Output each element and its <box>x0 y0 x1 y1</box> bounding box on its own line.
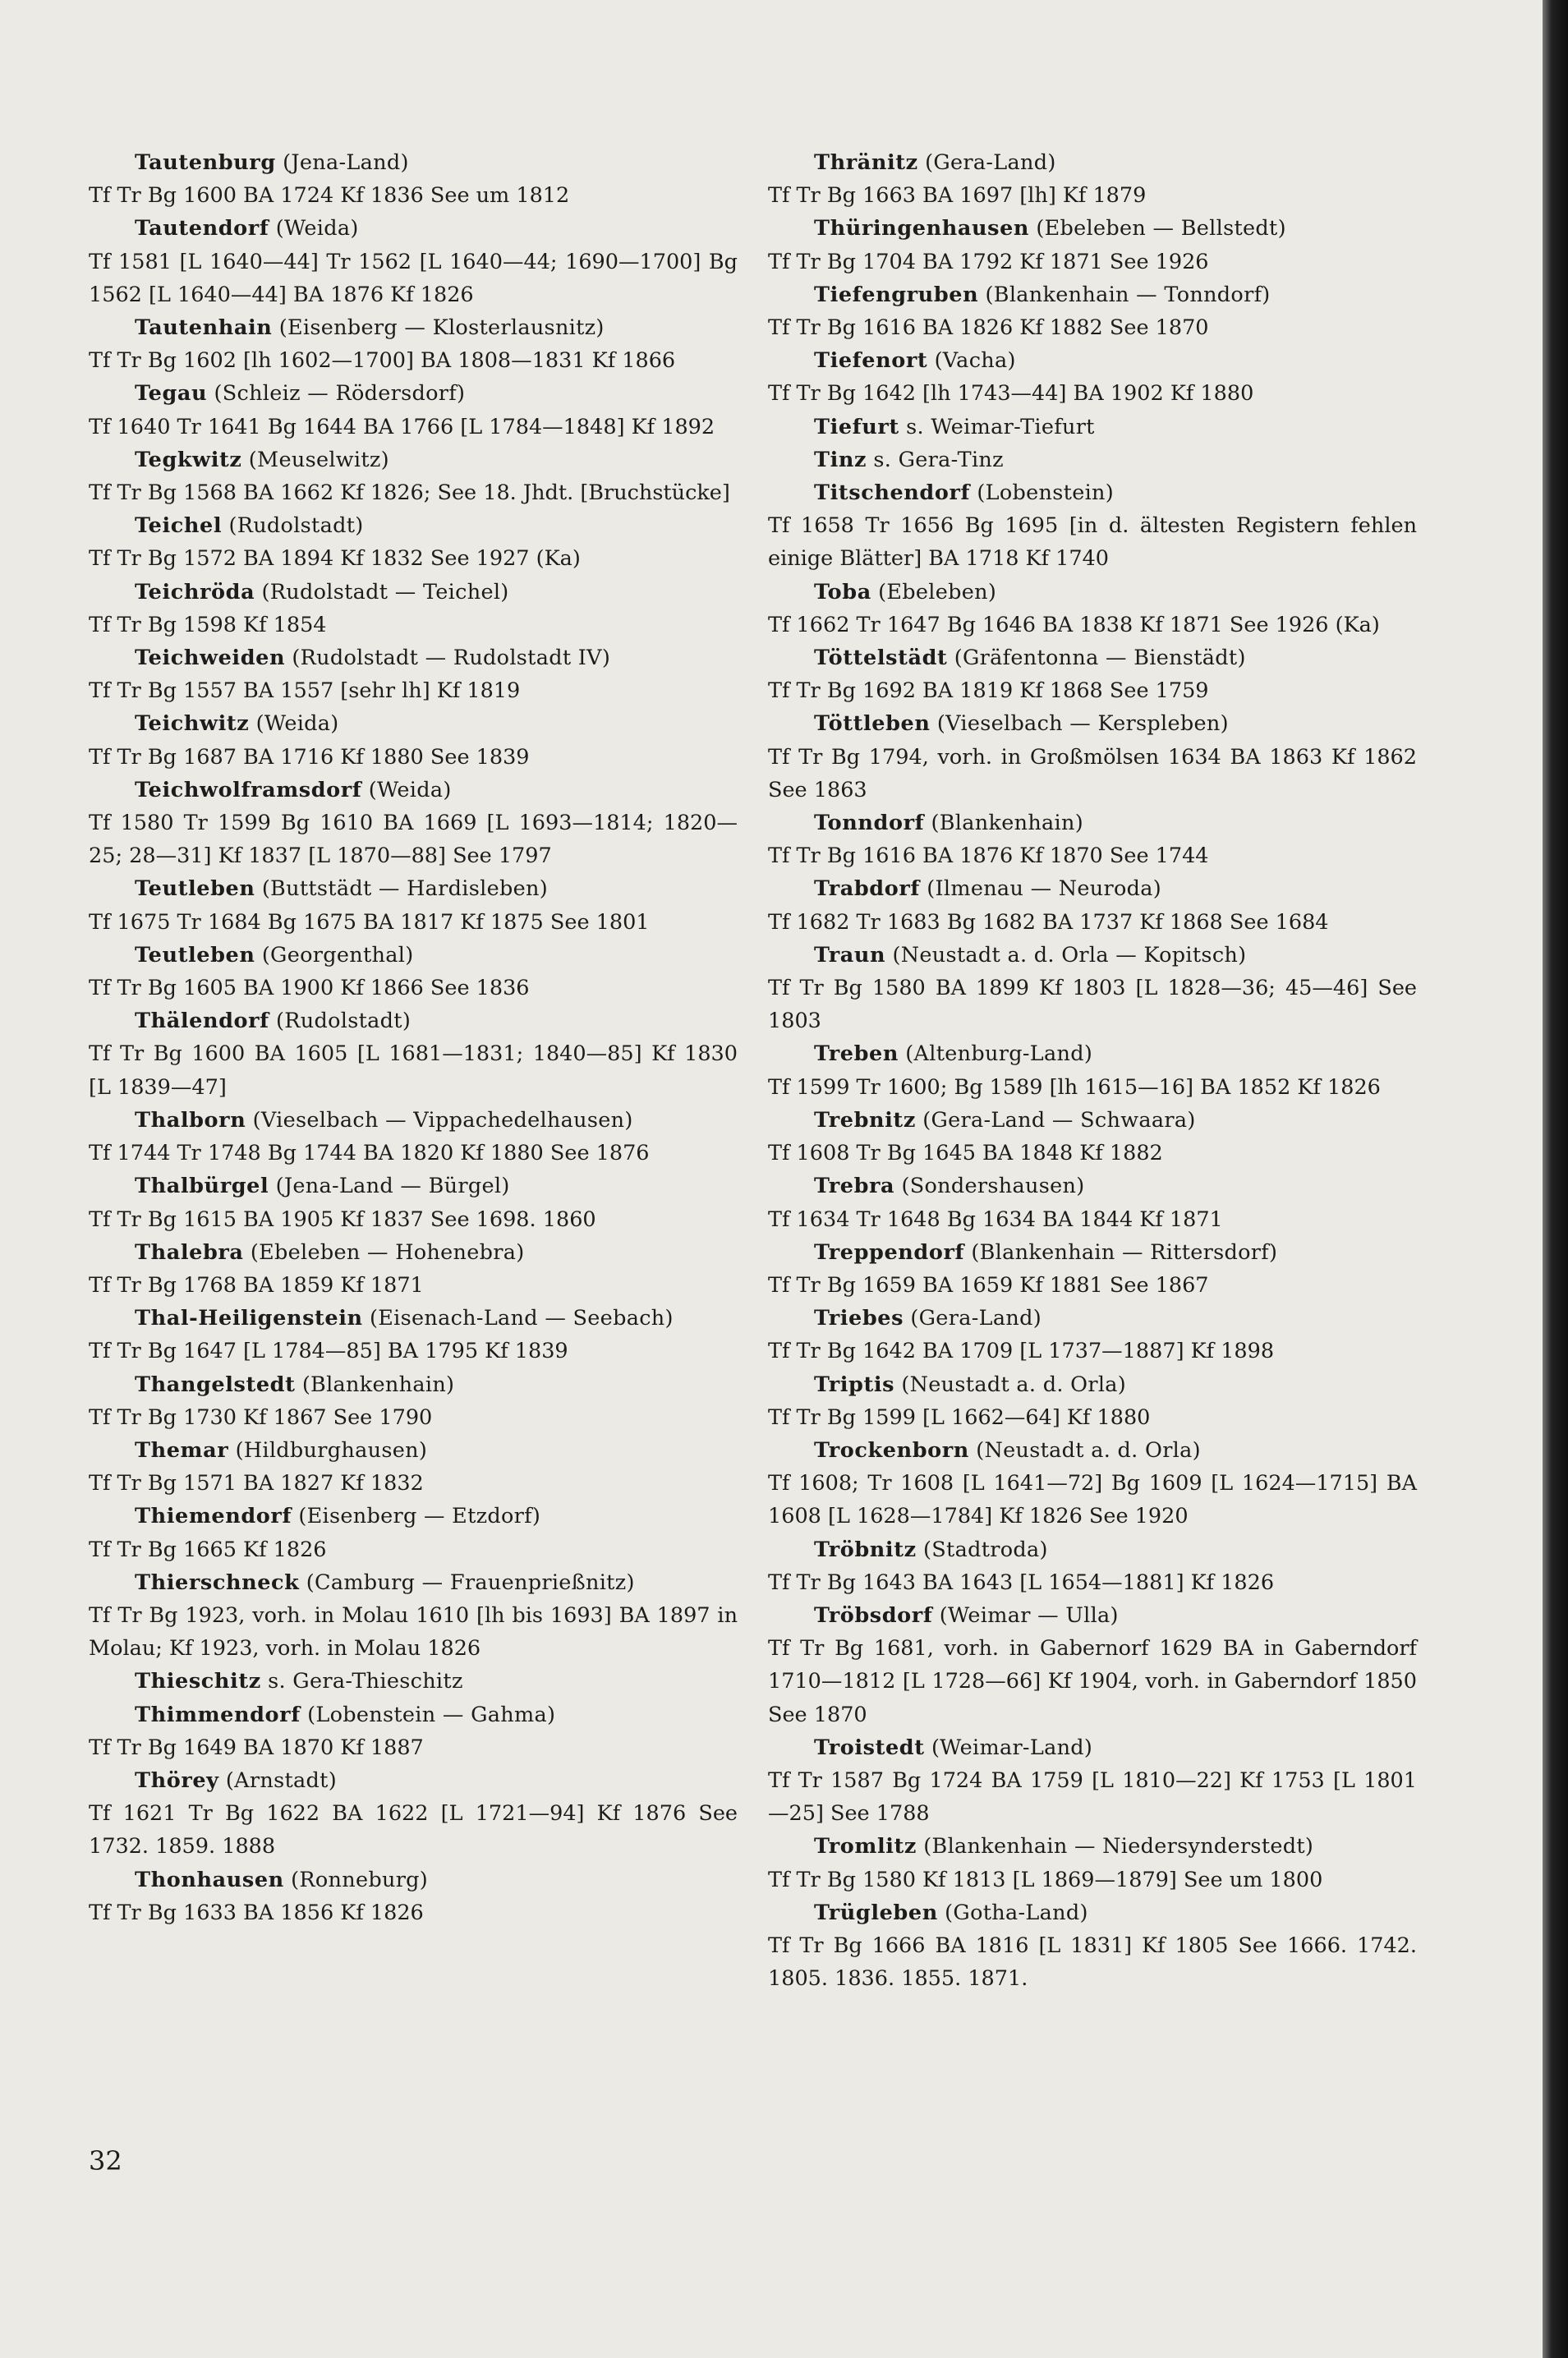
gazetteer-entry <box>89 1104 738 1170</box>
entry-heading <box>89 1368 738 1401</box>
page-number: 32 <box>89 2145 122 2176</box>
place-name: Thörey <box>135 1767 219 1793</box>
place-name: Teichwolframsdorf <box>135 777 362 802</box>
register-holdings: Tf Tr Bg 1616 BA 1876 Kf 1870 See 1744 <box>768 843 1209 869</box>
register-holdings: Tf Tr Bg 1643 BA 1643 [L 1654—1881] Kf 1826 <box>768 1570 1275 1595</box>
place-district: (Blankenhain — Rittersdorf) <box>971 1239 1278 1265</box>
gazetteer-entry <box>768 576 1417 641</box>
place-name: Tromlitz <box>814 1834 917 1859</box>
place-district: (Ilmenau — Neuroda) <box>927 876 1162 902</box>
place-name: Themar <box>135 1437 229 1463</box>
register-holdings: Tf Tr Bg 1665 Kf 1826 <box>89 1537 327 1562</box>
gazetteer-entry <box>768 1302 1417 1367</box>
place-district: (Blankenhain) <box>301 1372 455 1397</box>
place-district: (Vacha) <box>934 348 1016 374</box>
place-name: Tröbsdorf <box>814 1602 933 1628</box>
place-district: (Meuselwitz) <box>248 447 389 472</box>
place-name: Treben <box>814 1041 899 1067</box>
gazetteer-entry <box>89 1004 738 1104</box>
place-name: Triptis <box>814 1372 895 1397</box>
entry-heading <box>89 707 738 740</box>
place-district: (Neustadt a. d. Orla) <box>901 1372 1127 1397</box>
gazetteer-entry <box>89 509 738 575</box>
gazetteer-entry <box>768 939 1417 1038</box>
gazetteer-entry <box>768 641 1417 707</box>
place-name: Tautenhain <box>135 315 273 341</box>
register-holdings: Tf 1658 Tr 1656 Bg 1695 [in d. ältesten Registern fehlen einige Blätter] BA 1718 Kf 1740 <box>768 513 1417 572</box>
place-name: Tinz <box>814 447 867 472</box>
register-holdings: Tf Tr Bg 1571 BA 1827 Kf 1832 <box>89 1471 424 1496</box>
register-holdings: Tf Tr Bg 1768 BA 1859 Kf 1871 <box>89 1272 424 1298</box>
place-name: Thal-Heiligenstein <box>135 1306 363 1331</box>
register-holdings: Tf Tr Bg 1580 BA 1899 Kf 1803 [L 1828—36; 45—46] See 1803 <box>768 976 1417 1034</box>
left-column <box>89 146 738 1929</box>
entry-heading <box>89 1500 738 1533</box>
place-district: (Blankenhain — Niedersynderstedt) <box>923 1834 1314 1859</box>
gazetteer-entry <box>89 1665 738 1698</box>
place-name: Trebra <box>814 1174 895 1199</box>
place-district: (Gera-Land) <box>910 1306 1042 1331</box>
entry-heading <box>89 774 738 807</box>
gazetteer-entry <box>768 1037 1417 1103</box>
place-name: Tiefenort <box>814 348 928 374</box>
gazetteer-entry <box>89 212 738 311</box>
place-district: (Gotha-Land) <box>945 1900 1088 1925</box>
register-holdings: Tf Tr Bg 1663 BA 1697 [lh] Kf 1879 <box>768 183 1147 209</box>
gazetteer-entry <box>89 1170 738 1235</box>
gazetteer-entry <box>89 1302 738 1367</box>
entry-heading <box>768 807 1417 839</box>
place-name: Triebes <box>814 1306 904 1331</box>
entry-heading <box>768 707 1417 740</box>
register-holdings: Tf Tr Bg 1687 BA 1716 Kf 1880 See 1839 <box>89 744 530 770</box>
entry-heading <box>89 1764 738 1797</box>
place-district: (Blankenhain — Tonndorf) <box>985 282 1271 307</box>
register-holdings: Tf 1608; Tr 1608 [L 1641—72] Bg 1609 [L 1624—1715] BA 1608 [L 1628—1784] Kf 1826 See 1920 <box>768 1471 1417 1529</box>
place-name: Teichel <box>135 513 223 539</box>
register-holdings: Tf Tr Bg 1649 BA 1870 Kf 1887 <box>89 1735 424 1760</box>
entry-heading <box>768 1599 1417 1632</box>
entry-heading <box>768 576 1417 609</box>
place-district: (Rudolstadt) <box>276 1009 412 1034</box>
gazetteer-entry <box>89 1864 738 1929</box>
place-name: Tiefurt <box>814 414 899 439</box>
register-holdings: Tf Tr Bg 1647 [L 1784—85] BA 1795 Kf 1839 <box>89 1339 568 1364</box>
place-district: (Ronneburg) <box>291 1867 429 1892</box>
place-name: Tegau <box>135 381 208 407</box>
place-district: (Schleiz — Rödersdorf) <box>214 381 466 407</box>
place-name: Thüringenhausen <box>814 216 1030 241</box>
place-district: (Vieselbach — Vippachedelhausen) <box>252 1107 633 1133</box>
register-holdings: Tf Tr Bg 1692 BA 1819 Kf 1868 See 1759 <box>768 678 1209 704</box>
gazetteer-entry <box>768 146 1417 212</box>
place-district: (Weida) <box>368 777 452 802</box>
register-holdings: Tf Tr Bg 1615 BA 1905 Kf 1837 See 1698. 1860 <box>89 1207 596 1232</box>
gazetteer-entry <box>89 444 738 509</box>
gazetteer-entry <box>768 476 1417 576</box>
register-holdings: Tf Tr Bg 1642 BA 1709 [L 1737—1887] Kf 1898 <box>768 1339 1275 1364</box>
register-holdings: Tf Tr Bg 1599 [L 1662—64] Kf 1880 <box>768 1404 1151 1430</box>
place-district: (Jena-Land) <box>283 150 409 175</box>
place-name: Trügleben <box>814 1900 938 1925</box>
place-name: Tautenburg <box>135 150 276 175</box>
register-holdings: Tf 1662 Tr 1647 Bg 1646 BA 1838 Kf 1871 See 1926 (Ka) <box>768 612 1380 637</box>
entry-heading <box>89 1864 738 1896</box>
register-holdings: Tf 1581 [L 1640—44] Tr 1562 [L 1640—44; 1690—1700] Bg 1562 [L 1640—44] BA 1876 Kf 1826 <box>89 249 738 307</box>
register-holdings: Tf Tr Bg 1794, vorh. in Großmölsen 1634 BA 1863 Kf 1862 See 1863 <box>768 744 1417 802</box>
gazetteer-entry <box>768 1104 1417 1170</box>
gazetteer-entry <box>768 1599 1417 1731</box>
gazetteer-entry <box>89 1368 738 1434</box>
register-holdings: Tf Tr Bg 1557 BA 1557 [sehr lh] Kf 1819 <box>89 678 521 704</box>
register-holdings: Tf Tr Bg 1659 BA 1659 Kf 1881 See 1867 <box>768 1272 1209 1298</box>
register-holdings: Tf Tr Bg 1600 BA 1724 Kf 1836 See um 1812 <box>89 183 570 209</box>
place-name: Tegkwitz <box>135 447 242 472</box>
entry-heading <box>768 278 1417 311</box>
place-name: Teutleben <box>135 942 255 968</box>
gazetteer-entry <box>89 576 738 641</box>
place-name: Troistedt <box>814 1735 925 1760</box>
place-name: Thränitz <box>814 150 918 175</box>
register-holdings: Tf Tr Bg 1605 BA 1900 Kf 1866 See 1836 <box>89 976 530 1001</box>
register-holdings: Tf 1580 Tr 1599 Bg 1610 BA 1669 [L 1693—1814; 1820—25; 28—31] Kf 1837 [L 1870—88] See 1797 <box>89 811 738 869</box>
gazetteer-entry <box>89 1500 738 1565</box>
place-district: (Arnstadt) <box>225 1767 337 1793</box>
gazetteer-entry <box>768 1830 1417 1896</box>
gazetteer-entry <box>768 344 1417 410</box>
place-district: (Rudolstadt — Teichel) <box>261 579 509 604</box>
gazetteer-entry <box>768 1533 1417 1599</box>
place-district: (Vieselbach — Kerspleben) <box>936 711 1229 737</box>
entry-heading <box>768 344 1417 377</box>
place-district: (Buttstädt — Hardisleben) <box>261 876 548 902</box>
entry-heading <box>89 1698 738 1731</box>
entry-heading <box>768 1533 1417 1566</box>
place-district: (Gera-Land — Schwaara) <box>922 1107 1196 1133</box>
place-district: (Ebeleben — Hohenebra) <box>250 1239 525 1265</box>
register-holdings: Tf Tr Bg 1633 BA 1856 Kf 1826 <box>89 1900 424 1925</box>
register-holdings: Tf Tr Bg 1580 Kf 1813 [L 1869—1879] See um 1800 <box>768 1867 1323 1892</box>
place-name: Tiefengruben <box>814 282 979 307</box>
place-name: Tonndorf <box>814 811 925 836</box>
gazetteer-entry <box>89 377 738 443</box>
place-district: (Eisenberg — Klosterlausnitz) <box>278 315 605 341</box>
gazetteer-entry <box>768 1368 1417 1434</box>
place-name: Traun <box>814 942 886 968</box>
entry-heading <box>89 377 738 410</box>
place-district: (Jena-Land — Bürgel) <box>275 1174 510 1199</box>
register-holdings: Tf 1744 Tr 1748 Bg 1744 BA 1820 Kf 1880 See 1876 <box>89 1141 650 1166</box>
register-holdings: Tf Tr Bg 1666 BA 1816 [L 1831] Kf 1805 See 1666. 1742. 1805. 1836. 1855. 1871. <box>768 1933 1417 1992</box>
place-district: (Weida) <box>255 711 339 737</box>
entry-heading <box>768 641 1417 674</box>
entry-heading <box>89 444 738 476</box>
place-district: (Neustadt a. d. Orla) <box>976 1437 1201 1463</box>
register-holdings: Tf 1599 Tr 1600; Bg 1589 [lh 1615—16] BA 1852 Kf 1826 <box>768 1074 1381 1100</box>
gazetteer-entry <box>89 1566 738 1666</box>
entry-heading <box>89 509 738 542</box>
place-name: Teichweiden <box>135 646 286 671</box>
place-district: (Rudolstadt) <box>228 513 364 539</box>
entry-heading <box>89 1665 738 1698</box>
entry-heading <box>768 411 1417 444</box>
place-district: (Eisenach-Land — Seebach) <box>369 1306 674 1331</box>
place-name: Trebnitz <box>814 1107 916 1133</box>
gazetteer-entry <box>768 1434 1417 1533</box>
right-column <box>768 146 1417 1995</box>
register-holdings: Tf 1640 Tr 1641 Bg 1644 BA 1766 [L 1784—1848] Kf 1892 <box>89 414 715 439</box>
entry-heading <box>768 146 1417 179</box>
entry-heading <box>89 1434 738 1467</box>
place-name: Toba <box>814 579 871 604</box>
gazetteer-entry <box>89 939 738 1004</box>
entry-heading <box>768 1368 1417 1401</box>
gazetteer-entry <box>89 1236 738 1302</box>
gazetteer-entry <box>89 1434 738 1500</box>
place-name: Treppendorf <box>814 1239 965 1265</box>
register-holdings: Tf Tr Bg 1568 BA 1662 Kf 1826; See 18. Jhdt. [Bruchstücke] <box>89 480 730 506</box>
register-holdings: Tf Tr Bg 1923, vorh. in Molau 1610 [lh bis 1693] BA 1897 in Molau; Kf 1923, vorh. in Molau 1826 <box>89 1602 738 1662</box>
place-district: (Stadtroda) <box>923 1537 1048 1562</box>
gazetteer-entry <box>768 1896 1417 1996</box>
place-district: s. Gera-Thieschitz <box>268 1669 463 1694</box>
gazetteer-entry <box>768 278 1417 344</box>
entry-heading <box>768 1170 1417 1202</box>
entry-heading <box>768 1830 1417 1863</box>
place-name: Tröbnitz <box>814 1537 917 1562</box>
gazetteer-entry <box>89 1698 738 1764</box>
place-name: Trockenborn <box>814 1437 969 1463</box>
register-holdings: Tf Tr Bg 1600 BA 1605 [L 1681—1831; 1840—85] Kf 1830 [L 1839—47] <box>89 1041 738 1100</box>
place-district: (Weida) <box>275 216 359 241</box>
place-district: (Weimar — Ulla) <box>939 1602 1119 1628</box>
place-name: Thiemendorf <box>135 1504 292 1529</box>
place-district: (Ebeleben — Bellstedt) <box>1036 216 1286 241</box>
register-holdings: Tf 1675 Tr 1684 Bg 1675 BA 1817 Kf 1875 See 1801 <box>89 909 650 935</box>
register-holdings: Tf Tr Bg 1704 BA 1792 Kf 1871 See 1926 <box>768 249 1209 274</box>
entry-heading <box>768 476 1417 509</box>
entry-heading <box>89 872 738 905</box>
gazetteer-entry <box>89 641 738 707</box>
entry-heading <box>89 576 738 609</box>
entry-heading <box>89 939 738 972</box>
entry-heading <box>768 1236 1417 1269</box>
place-name: Thalbürgel <box>135 1174 269 1199</box>
gazetteer-entry <box>768 807 1417 872</box>
scan-edge-shadow <box>1543 0 1568 2358</box>
gazetteer-entry <box>89 146 738 212</box>
place-district: (Rudolstadt — Rudolstadt IV) <box>292 646 611 671</box>
place-name: Teichwitz <box>135 711 250 737</box>
place-district: (Camburg — Frauenprießnitz) <box>306 1570 635 1595</box>
entry-heading <box>89 1004 738 1037</box>
place-name: Thimmendorf <box>135 1702 301 1727</box>
place-name: Tautendorf <box>135 216 269 241</box>
register-holdings: Tf Tr Bg 1642 [lh 1743—44] BA 1902 Kf 1880 <box>768 381 1254 407</box>
place-district: s. Gera-Tinz <box>873 447 1004 472</box>
place-district: (Neustadt a. d. Orla — Kopitsch) <box>892 942 1247 968</box>
place-district: (Lobenstein — Gahma) <box>307 1702 556 1727</box>
entry-heading <box>768 1104 1417 1137</box>
entry-heading <box>89 311 738 344</box>
place-name: Thalebra <box>135 1239 244 1265</box>
place-district: (Eisenberg — Etzdorf) <box>298 1504 541 1529</box>
entry-heading <box>768 872 1417 905</box>
register-holdings: Tf Tr Bg 1616 BA 1826 Kf 1882 See 1870 <box>768 315 1209 341</box>
place-name: Titschendorf <box>814 480 971 506</box>
register-holdings: Tf Tr Bg 1681, vorh. in Gabernorf 1629 BA in Gaberndorf 1710—1812 [L 1728—66] Kf 1904, vorh. in Gaberndorf 1850 See 1870 <box>768 1636 1417 1727</box>
entry-heading <box>768 939 1417 972</box>
register-holdings: Tf Tr Bg 1730 Kf 1867 See 1790 <box>89 1404 433 1430</box>
gazetteer-entry <box>768 1731 1417 1831</box>
place-name: Thierschneck <box>135 1570 300 1595</box>
entry-heading <box>768 1731 1417 1764</box>
place-district: (Sondershausen) <box>901 1174 1085 1199</box>
place-name: Töttelstädt <box>814 646 948 671</box>
gazetteer-entry <box>768 411 1417 444</box>
register-holdings: Tf Tr Bg 1602 [lh 1602—1700] BA 1808—1831 Kf 1866 <box>89 348 676 374</box>
place-name: Thalborn <box>135 1107 246 1133</box>
entry-heading <box>89 1170 738 1202</box>
register-holdings: Tf Tr Bg 1572 BA 1894 Kf 1832 See 1927 (Ka) <box>89 546 581 572</box>
place-district: (Georgenthal) <box>261 942 414 968</box>
place-district: (Hildburghausen) <box>235 1437 428 1463</box>
place-district: s. Weimar-Tiefurt <box>906 414 1095 439</box>
place-district: (Altenburg-Land) <box>905 1041 1093 1067</box>
place-name: Teutleben <box>135 876 255 902</box>
register-holdings: Tf 1682 Tr 1683 Bg 1682 BA 1737 Kf 1868 See 1684 <box>768 909 1329 935</box>
register-holdings: Tf 1621 Tr Bg 1622 BA 1622 [L 1721—94] Kf 1876 See 1732. 1859. 1888 <box>89 1801 738 1859</box>
register-holdings: Tf 1634 Tr 1648 Bg 1634 BA 1844 Kf 1871 <box>768 1207 1223 1232</box>
gazetteer-entry <box>89 1764 738 1864</box>
place-name: Töttleben <box>814 711 931 737</box>
gazetteer-entry <box>768 212 1417 278</box>
register-holdings: Tf Tr 1587 Bg 1724 BA 1759 [L 1810—22] Kf 1753 [L 1801—25] See 1788 <box>768 1767 1417 1827</box>
entry-heading <box>89 1236 738 1269</box>
entry-heading <box>89 1104 738 1137</box>
entry-heading <box>89 146 738 179</box>
place-district: (Weimar-Land) <box>931 1735 1093 1760</box>
entry-heading <box>89 1302 738 1335</box>
entry-heading <box>768 1302 1417 1335</box>
place-district: (Gera-Land) <box>925 150 1056 175</box>
gazetteer-entry <box>89 311 738 377</box>
gazetteer-entry <box>89 774 738 873</box>
gazetteer-entry <box>89 872 738 938</box>
gazetteer-entry <box>768 707 1417 807</box>
entry-heading <box>768 444 1417 476</box>
place-name: Thieschitz <box>135 1669 261 1694</box>
entry-heading <box>768 1037 1417 1070</box>
entry-heading <box>768 212 1417 245</box>
place-name: Thangelstedt <box>135 1372 296 1397</box>
gazetteer-entry <box>768 444 1417 476</box>
gazetteer-entry <box>768 1236 1417 1302</box>
entry-heading <box>89 641 738 674</box>
entry-heading <box>768 1896 1417 1929</box>
place-district: (Gräfentonna — Bienstädt) <box>954 646 1246 671</box>
entry-heading <box>89 1566 738 1599</box>
place-district: (Ebeleben) <box>878 579 997 604</box>
register-holdings: Tf Tr Bg 1598 Kf 1854 <box>89 612 327 637</box>
entry-heading <box>768 1434 1417 1467</box>
gazetteer-entry <box>89 707 738 773</box>
place-name: Thonhausen <box>135 1867 284 1892</box>
place-district: (Lobenstein) <box>977 480 1115 506</box>
gazetteer-entry <box>768 872 1417 938</box>
place-name: Teichröda <box>135 579 255 604</box>
gazetteer-entry <box>768 1170 1417 1235</box>
entry-heading <box>89 212 738 245</box>
place-name: Trabdorf <box>814 876 920 902</box>
register-holdings: Tf 1608 Tr Bg 1645 BA 1848 Kf 1882 <box>768 1141 1163 1166</box>
place-district: (Blankenhain) <box>931 811 1083 836</box>
place-name: Thälendorf <box>135 1009 269 1034</box>
